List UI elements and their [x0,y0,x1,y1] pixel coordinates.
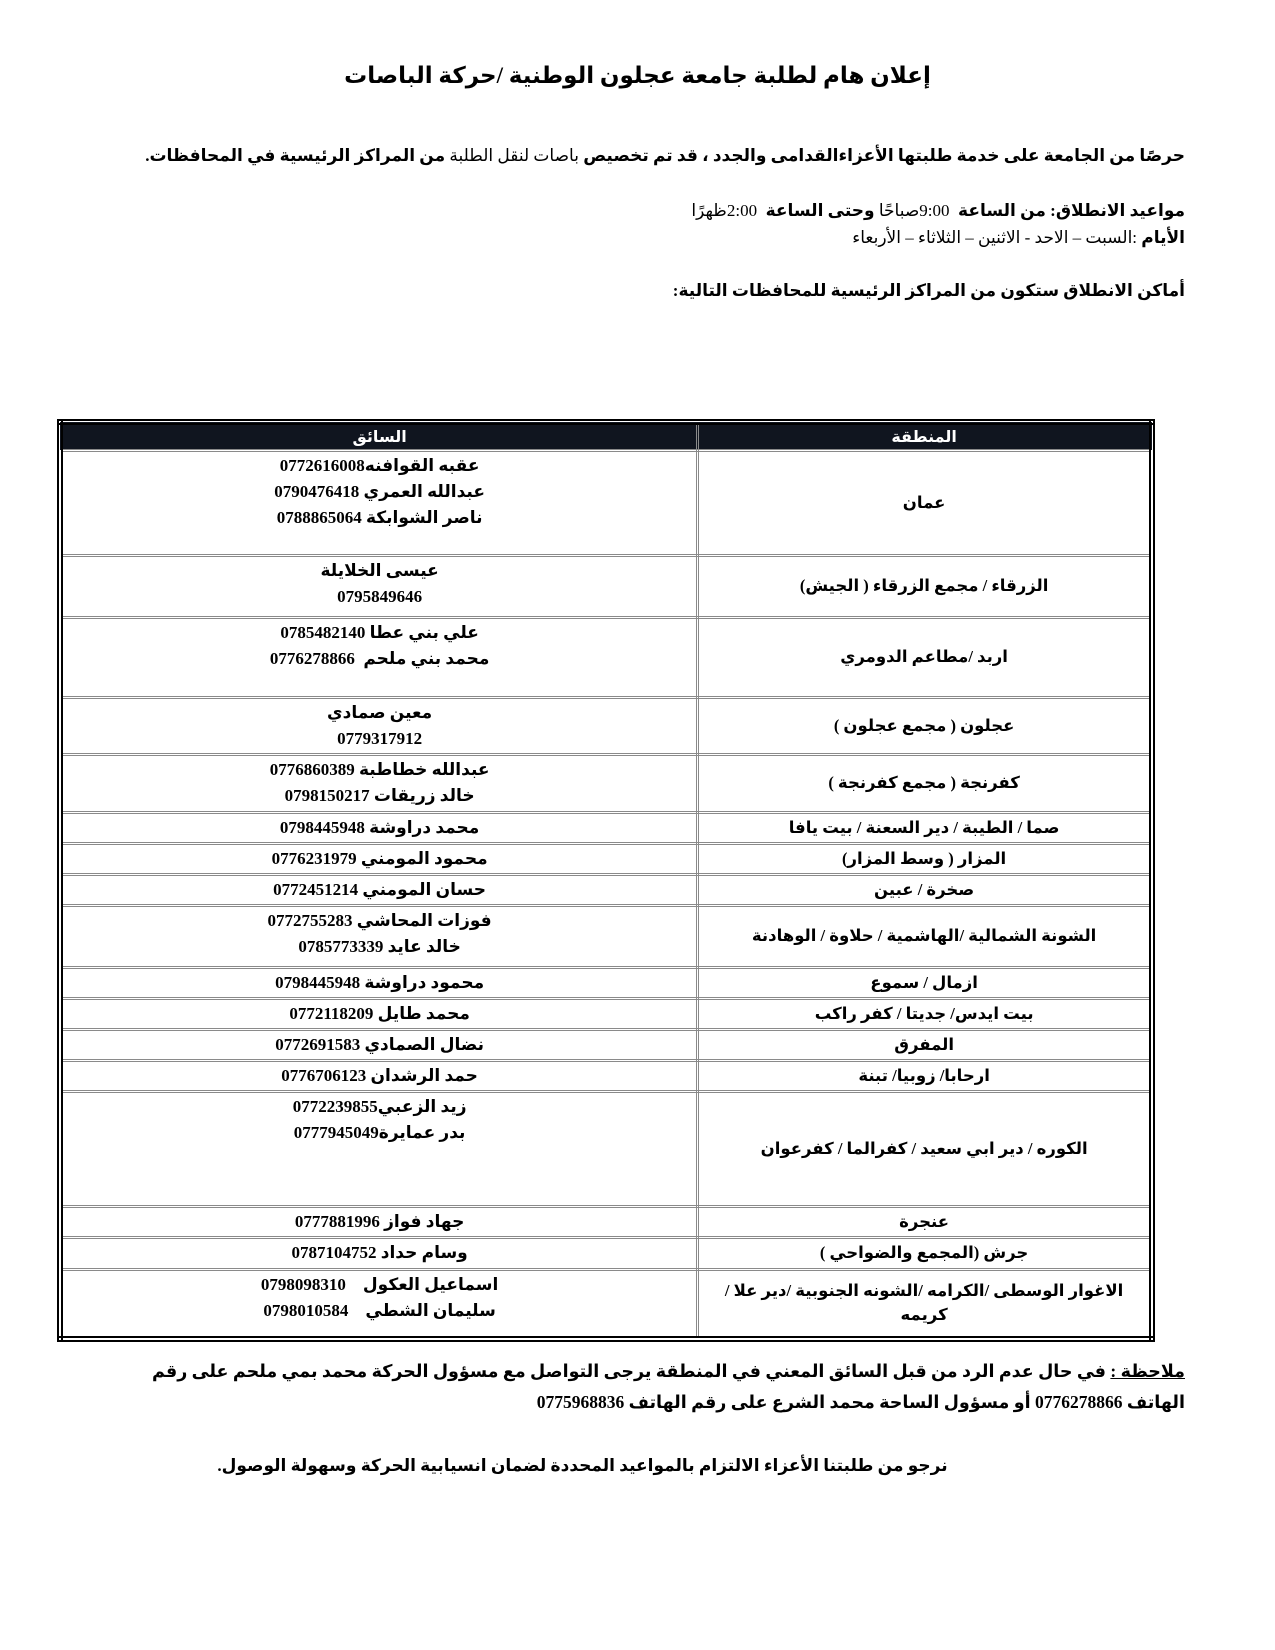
table-row [60,754,1152,812]
driver-cell [60,1029,698,1060]
note-paragraph [100,1356,1185,1418]
driver-line: عيسى الخلايلة [320,560,439,580]
driver-cell [60,967,698,998]
start-time: 9:00 [919,201,950,221]
region-cell: الكوره / دير ابي سعيد / كفرالما / كفرعوان [698,1091,1152,1206]
driver-cell [60,1206,698,1237]
driver-cell [60,697,698,754]
table-row [60,843,1152,874]
driver-line: بدر عمايرة0777945049 [293,1122,466,1142]
table-row [60,1060,1152,1091]
driver-line: نضال الصمادي 0772691583 [275,1034,485,1054]
region-cell: جرش (المجمع والضواحي ) [698,1237,1152,1269]
driver-line: علي بني عطا 0785482140 [280,622,479,642]
driver-cell [60,874,698,905]
driver-line: اسماعيل العكول 0798098310 [260,1274,499,1294]
driver-line: محمود دراوشة 0798445948 [275,972,485,992]
region-cell: الزرقاء / مجمع الزرقاء ( الجيش) [698,555,1152,617]
table-row [60,1029,1152,1060]
table-row [60,697,1152,754]
driver-line: خالد زريقات 0798150217 [284,785,475,805]
locations-heading: أماكن الانطلاق ستكون من المراكز الرئيسية للمحافظات التالية: [672,281,1185,301]
noon-word: ظهرًا [691,201,727,221]
driver-cell [60,812,698,843]
driver-cell [60,1237,698,1269]
driver-line: وسام حداد 0787104752 [291,1242,468,1262]
table-row [60,1091,1152,1206]
table-row [60,998,1152,1029]
end-time: 2:00 [726,201,758,221]
note-label: ملاحظة : [1110,1361,1185,1382]
driver-line: 0779317912 [337,728,423,748]
driver-cell [60,843,698,874]
driver-line: عقبه القوافنه0772616008 [279,455,480,475]
region-cell: عمان [698,450,1152,555]
region-cell: عجلون ( مجمع عجلون ) [698,697,1152,754]
region-column-header: المنطقة [698,422,1152,450]
bus-schedule-table [57,419,1155,1342]
driver-line: عبدالله خطاطبة 0776860389 [269,759,490,779]
region-cell: المفرق [698,1029,1152,1060]
region-cell: ازمال / سموع [698,967,1152,998]
driver-cell [60,1060,698,1091]
driver-line: سليمان الشطي 0798010584 [263,1300,496,1320]
intro-part3: من المراكز الرئيسية في المحافظات. [145,145,446,165]
intro-part1: حرصًا من الجامعة على خدمة طلبتها الأعزاءالقدامى والجدد ، قد تم تخصيص [583,145,1185,165]
table-row [60,1237,1152,1269]
driver-cell [60,555,698,617]
bus-table-body [60,450,1152,1339]
region-cell: صما / الطيبة / دير السعنة / بيت يافا [698,812,1152,843]
times-prefix: مواعيد الانطلاق: من الساعة [958,201,1185,221]
table-row [60,1269,1152,1339]
table-row [60,812,1152,843]
region-cell: صخرة / عبين [698,874,1152,905]
note-text: في حال عدم الرد من قبل السائق المعني في المنطقة يرجى التواصل مع مسؤول الحركة محمد بمي ملحم على رقم الهاتف 0776278866 أو مسؤول الساحة محمد الشرع على رقم الهاتف 0775968836 [152,1361,1185,1413]
until-text: وحتى الساعة [765,201,875,221]
driver-line: فوزات المحاشي 0772755283 [267,910,492,930]
driver-line: زيد الزعبي0772239855 [292,1096,467,1116]
driver-cell [60,905,698,967]
region-cell: بيت ايدس/ جديتا / كفر راكب [698,998,1152,1029]
driver-cell [60,1091,698,1206]
driver-cell [60,754,698,812]
table-row [60,555,1152,617]
driver-line: محمد بني ملحم 0776278866 [269,648,490,668]
table-header-row [60,422,1152,450]
driver-line: حمد الرشدان 0776706123 [281,1065,478,1085]
driver-line: جهاد فواز 0777881996 [294,1211,465,1231]
driver-line: محمد دراوشة 0798445948 [279,817,480,837]
region-cell: المزار ( وسط المزار) [698,843,1152,874]
driver-line: حسان المومني 0772451214 [273,879,487,899]
table-row [60,967,1152,998]
driver-cell [60,998,698,1029]
driver-cell [60,617,698,697]
driver-line: محمد طايل 0772118209 [289,1003,470,1023]
driver-column-header: السائق [60,422,698,450]
morning-word: صباحًا [878,201,920,221]
days-text: :السبت – الاحد - الاثنين – الثلاثاء – الأربعاء [852,228,1138,248]
driver-cell [60,450,698,555]
driver-line: ناصر الشوابكة 0788865064 [276,507,483,527]
region-cell: ارحابا/ زوبيا/ تبنة [698,1060,1152,1091]
driver-line: معين صمادي [327,702,433,722]
days-line [100,224,1185,251]
region-cell: كفرنجة ( مجمع كفرنجة ) [698,754,1152,812]
region-cell: الشونة الشمالية /الهاشمية / حلاوة / الوهادنة [698,905,1152,967]
page-title: إعلان هام لطلبة جامعة عجلون الوطنية /حركة الباصات [344,63,931,88]
driver-line: 0795849646 [337,586,423,606]
driver-line: محمود المومني 0776231979 [271,848,488,868]
days-label: الأيام [1141,228,1185,248]
region-cell: عنجرة [698,1206,1152,1237]
table-row [60,874,1152,905]
departure-times-line [100,197,1185,224]
intro-part2: باصات لنقل الطلبة [449,145,579,165]
closing-line: نرجو من طلبتنا الأعزاء الالتزام بالمواعيد المحددة لضمان انسيابية الحركة وسهولة الوصول. [217,1456,948,1476]
table-row [60,450,1152,555]
schedule-block [100,197,1185,251]
driver-cell [60,1269,698,1339]
table-row [60,905,1152,967]
table-row [60,1206,1152,1237]
table-row [60,617,1152,697]
driver-line: خالد عايد 0785773339 [298,936,461,956]
region-cell: الاغوار الوسطى /الكرامه /الشونه الجنوبية /دير علا /كريمه [698,1269,1152,1339]
intro-paragraph [100,143,1185,169]
driver-line: عبدالله العمري 0790476418 [274,481,485,501]
region-cell: اربد /مطاعم الدومري [698,617,1152,697]
